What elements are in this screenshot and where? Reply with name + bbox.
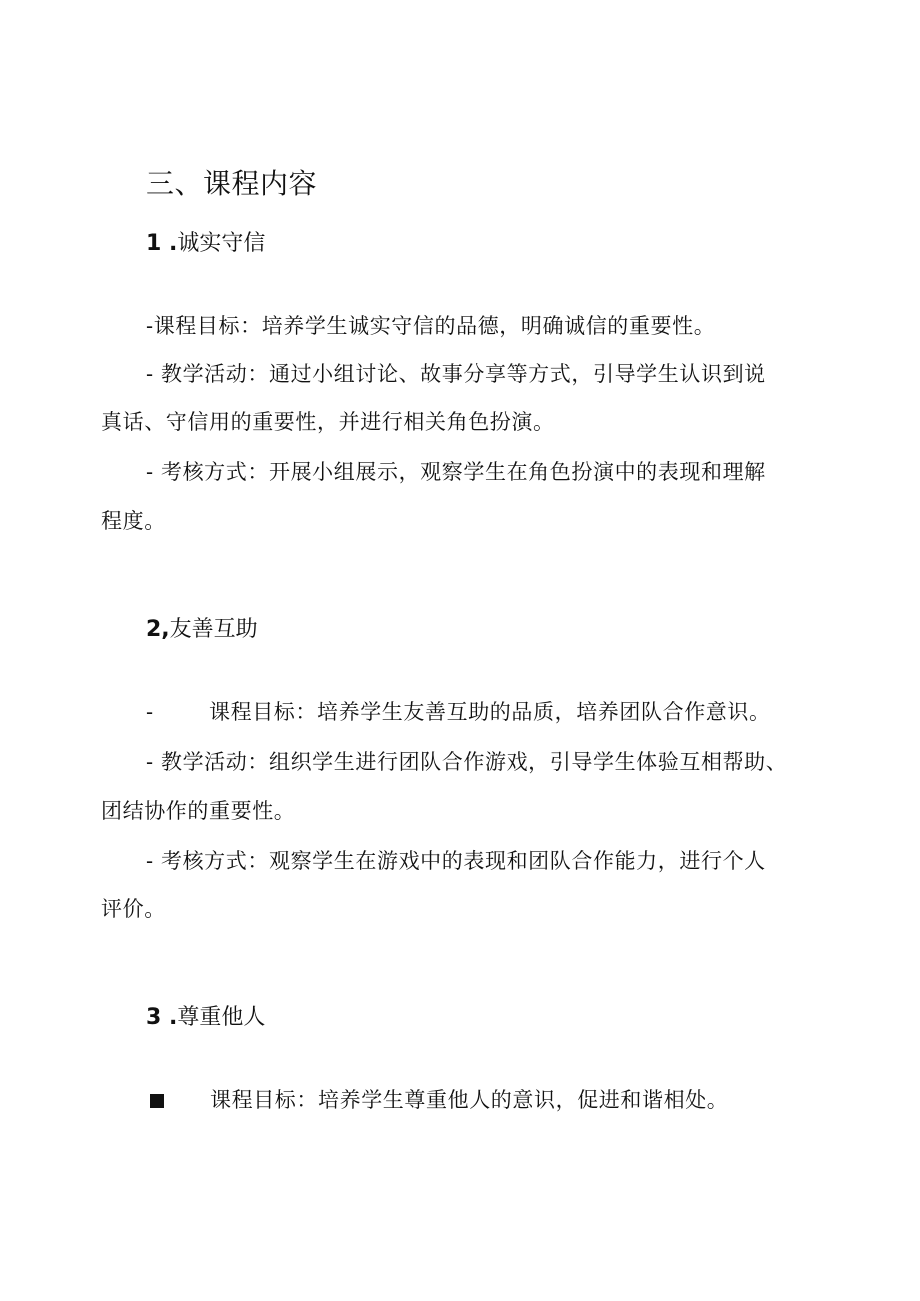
item-1-heading-text: 诚实守信 <box>177 231 266 256</box>
item-1-activity-line-2: 真话、守信用的重要性，并进行相关角色扮演。 <box>101 410 555 434</box>
item-2-heading <box>146 614 258 646</box>
item-2-goal: 课程目标：培养学生友善互助的品质，培养团队合作意识。 <box>209 700 771 724</box>
item-2-heading-number: 2, <box>146 617 170 642</box>
item-1-heading-number: 1 . <box>146 231 178 256</box>
item-2-assessment-line-1: - 考核方式：观察学生在游戏中的表现和团队合作能力，进行个人 <box>146 849 766 873</box>
item-2-assessment-line-2: 评价。 <box>101 897 166 921</box>
section-title: 三、课程内容 <box>146 167 318 200</box>
item-1-assessment-line-2: 程度。 <box>101 509 166 533</box>
item-2-goal-marker: - <box>146 700 154 724</box>
item-3-goal: 课程目标：培养学生尊重他人的意识，促进和谐相处。 <box>210 1088 729 1112</box>
item-2-activity-line-1: - 教学活动：组织学生进行团队合作游戏，引导学生体验互相帮助、 <box>146 750 788 774</box>
item-1-goal: -课程目标：培养学生诚实守信的品德，明确诚信的重要性。 <box>146 314 716 338</box>
item-1-assessment-line-1: - 考核方式：开展小组展示，观察学生在角色扮演中的表现和理解 <box>146 460 766 484</box>
item-1-heading <box>146 228 265 260</box>
item-3-heading-number: 3 . <box>146 1005 178 1030</box>
item-1-activity-line-1: - 教学活动：通过小组讨论、故事分享等方式，引导学生认识到说 <box>146 362 766 386</box>
item-2-activity-line-2: 团结协作的重要性。 <box>101 799 296 823</box>
item-3-heading-text: 尊重他人 <box>177 1005 266 1030</box>
item-3-heading <box>146 1002 265 1034</box>
item-2-heading-text: 友善互助 <box>169 617 258 642</box>
black-square-bullet-icon <box>150 1093 164 1112</box>
